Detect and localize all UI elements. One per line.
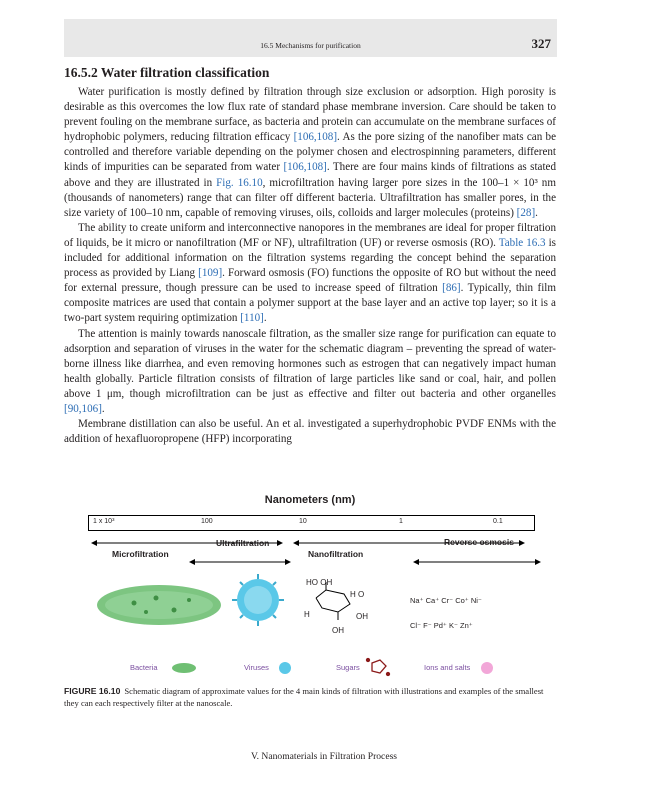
citation-link[interactable]: [106,108]	[283, 161, 327, 174]
scale-tick-label: 1	[399, 518, 403, 525]
viruses-legend-label: Viruses	[244, 663, 269, 672]
text-run: is included for additional information on the filtration systems regarding the concept behind the separation process as provided by Liang	[64, 236, 556, 280]
scale-tick-label: 10	[299, 518, 307, 525]
ions-row: Cl⁻ F⁻ Pd⁺ K⁻ Zn⁺	[410, 621, 473, 630]
text-run: .	[535, 206, 538, 219]
text-run: .	[263, 312, 267, 325]
citation-link[interactable]: [110]	[240, 312, 264, 325]
figure-title: Nanometers (nm)	[264, 494, 356, 506]
text-run: . Forward osmosis (FO) functions the opposite of RO but without the need for external pressure, though pressure can be used to increase speed of filtration	[64, 267, 556, 295]
text-run: , microfiltration having larger pore sizes in the 100–1 × 10³ nm (thousands of nanometers) range that can filter off different bacteria. Ultrafiltration has smaller pores, in the size variety of 100–10 nm, capable of removing viruses, oils, colloids and larger molecules (proteins)	[64, 176, 556, 219]
scale-tick-label: 100	[201, 518, 213, 525]
ultrafiltration-label: Ultrafiltration	[216, 538, 270, 548]
ions-row: Na⁺ Ca⁺ Cr⁻ Co⁺ Ni⁻	[410, 596, 482, 605]
body-text	[64, 85, 556, 447]
paragraph	[64, 85, 556, 221]
reverse-osmosis-label: Reverse osmosis	[444, 537, 514, 547]
figure-caption	[64, 686, 556, 709]
text-run: . As the pore sizing of the nanofiber mats can be controlled and therefore variable depending on the polymer chosen and electrospinning parameters, different kinds of impurities can be separated from water	[64, 131, 556, 174]
molecule-label: H	[304, 610, 310, 619]
virus-illustration	[232, 574, 284, 626]
text-run: The ability to create uniform and interconnective nanopores in the membranes are ideal for proper filtration of liquids, be it micro or nanofiltration (MF or NF), ultrafiltration (UF) or reverse osmosis (RO).	[64, 221, 556, 249]
bacteria-legend-icon	[172, 663, 196, 673]
molecule-label: OH	[332, 626, 344, 635]
text-run: . There are four mains kinds of filtrations as stated above and they are illustrated in	[64, 161, 556, 189]
molecule-label: H O	[350, 590, 365, 599]
sugar-legend-icon	[367, 659, 390, 676]
caption-label: FIGURE 16.10	[64, 686, 121, 696]
molecule-label: OH	[356, 612, 368, 621]
ions-legend-label: Ions and salts	[424, 663, 471, 672]
text-run: .	[101, 402, 105, 415]
bacteria-illustration	[97, 585, 221, 625]
paragraph	[64, 327, 556, 418]
virus-legend-icon	[279, 662, 291, 674]
citation-link[interactable]: [86]	[442, 282, 461, 295]
table-ref-link[interactable]: Table 16.3	[498, 236, 546, 249]
page-header	[64, 19, 557, 57]
figure-ref-link[interactable]: Fig. 16.10	[216, 176, 263, 189]
microfiltration-label: Microfiltration	[112, 549, 169, 559]
paragraph	[64, 221, 556, 327]
page-footer: V. Nanomaterials in Filtration Process	[250, 751, 398, 762]
range-arrows	[64, 488, 556, 688]
page-number: 327	[531, 36, 551, 51]
ions-legend-icon	[481, 662, 493, 674]
bacteria-legend-label: Bacteria	[130, 663, 158, 672]
scale-tick-label: 1 x 10³	[93, 518, 115, 525]
citation-link[interactable]: [90,106]	[64, 402, 102, 415]
nanofiltration-label: Nanofiltration	[308, 549, 364, 559]
text-run: The attention is mainly towards nanoscale filtration, as the smaller size range for purification can equate to adsorption and separation of viruses in the water for the schematic diagram – preventing the spread of water-borne illness like diarrhea, and even removing hormones such as estrogen that can negatively impact human health globally. Particle filtration consists of filtration of large particles like sand or coal, hair, and pollen above 1 μm, though microfiltration can be just as effective and filter out bacteria and other organelles	[64, 327, 556, 400]
caption-text: Schematic diagram of approximate values for the 4 main kinds of filtration with illustrations and examples of the smallest they can each respectively filter at the nanoscale.	[64, 686, 544, 708]
text-run: . Typically, thin film composite matrices are used that contain a polymer support at the base layer and an active top layer; so it is a two-part system requiring optimization	[64, 282, 556, 325]
sugars-legend-label: Sugars	[336, 663, 360, 672]
section-title: 16.5.2 Water filtration classification	[64, 65, 270, 80]
citation-link[interactable]: [28]	[516, 206, 536, 219]
glucose-structure	[316, 582, 350, 620]
paragraph	[64, 417, 556, 447]
citation-link[interactable]: [109]	[198, 267, 223, 280]
figure	[64, 488, 556, 688]
scale-tick-label: 0.1	[493, 518, 503, 525]
running-head: 16.5 Mechanisms for purification	[260, 41, 361, 50]
molecule-label: HO OH	[306, 578, 333, 587]
text-run: Water purification is mostly defined by filtration through size exclusion or adsorption. High porosity is desirable as this overcomes the low flux rate of standard phase membrane inversion. Care should be taken to prevent fouling on the membrane surface, as bacteria and protein can accumulate on the membrane surfaces of hydrophobic polymers, reducing filtration efficacy	[64, 86, 556, 144]
text-run: Membrane distillation can also be useful. An et al. investigated a superhydrophobic PVDF ENMs with the addition of hexafluoropropene (HFP) incorporating	[64, 418, 556, 446]
citation-link[interactable]: [106,108]	[293, 131, 338, 144]
